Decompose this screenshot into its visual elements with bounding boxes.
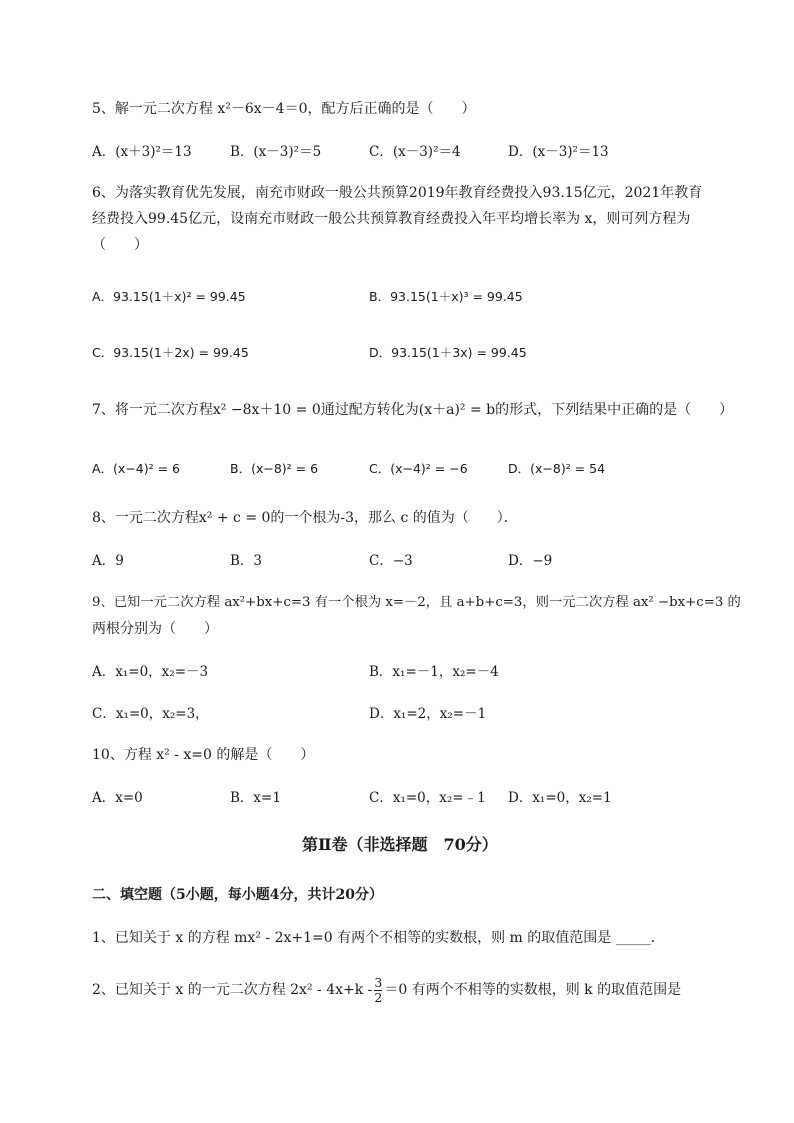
q5-option-c: C．(x－3)²＝4 <box>369 144 461 160</box>
part-2-heading: 第Ⅱ卷（非选择题 70分） <box>302 835 498 854</box>
fraction-denominator: 2 <box>374 989 383 1005</box>
fill-question-1: 1、已知关于 x 的方程 mx² - 2x+1=0 有两个不相等的实数根，则 m 的取值范围是 _____． <box>92 930 665 946</box>
q7-option-d: D．(x−8)² = 54 <box>508 461 606 476</box>
question-9-line-1: 9、已知一元二次方程 ax²+bx+c=3 有一个根为 x=－2，且 a+b+c=3，则一元二次方程 ax² −bx+c=3 的 <box>92 595 741 610</box>
q8-option-b: B．3 <box>230 553 263 569</box>
fill-question-2-before: 2、已知关于 x 的一元二次方程 2x² - 4x+k - <box>92 982 373 998</box>
question-6-line-2: 经费投入99.45亿元，设南充市财政一般公共预算教育经费投入年平均增长率为 x，则可列方程为 <box>92 211 691 227</box>
q8-option-c: C．−3 <box>369 553 413 569</box>
fraction-numerator: 3 <box>374 974 383 990</box>
q9-option-d: D．x₁=2，x₂=－1 <box>369 706 487 722</box>
q7-option-c: C．(x−4)² = −6 <box>369 461 468 476</box>
q5-option-b: B．(x－3)²＝5 <box>230 144 322 160</box>
question-8-stem: 8、一元二次方程x² + c = 0的一个根为-3，那么 c 的值为（ ）． <box>92 510 518 526</box>
fill-question-2-after: ＝0 有两个不相等的实数根，则 k 的取值范围是 <box>384 982 682 998</box>
q8-option-d: D．−9 <box>508 553 553 569</box>
question-10-stem: 10、方程 x² - x=0 的解是（ ） <box>92 747 315 763</box>
q10-option-c: C．x₁=0，x₂=﹣1 <box>369 790 486 806</box>
q6-option-d: D．93.15(1＋3x) = 99.45 <box>369 345 527 360</box>
q7-option-a: A．(x−4)² = 6 <box>92 461 181 476</box>
q6-option-c: C．93.15(1＋2x) = 99.45 <box>92 345 249 360</box>
q8-option-a: A．9 <box>92 553 124 569</box>
q5-option-a: A．(x＋3)²＝13 <box>92 144 192 160</box>
q10-option-d: D．x₁=0，x₂=1 <box>508 790 612 806</box>
question-5-stem: 5、解一元二次方程 x²－6x－4＝0，配方后正确的是（ ） <box>92 101 476 117</box>
q10-option-a: A．x=0 <box>92 790 143 806</box>
question-9-line-2: 两根分别为（ ） <box>92 621 218 637</box>
q5-option-d: D．(x－3)²＝13 <box>508 144 609 160</box>
fraction-three-halves <box>374 976 382 1005</box>
q6-option-a: A．93.15(1＋x)² = 99.45 <box>92 289 246 304</box>
fill-question-2 <box>92 975 681 1005</box>
question-6-line-3: （ ） <box>92 237 148 253</box>
q7-option-b: B．(x−8)² = 6 <box>230 461 319 476</box>
q6-option-b: B．93.15(1＋x)³ = 99.45 <box>369 289 523 304</box>
q9-option-a: A．x₁=0，x₂=－3 <box>92 664 209 680</box>
section-2-heading: 二、填空题（5小题，每小题4分，共计20分） <box>92 887 383 903</box>
q9-option-b: B．x₁=－1，x₂=－4 <box>369 664 499 680</box>
question-7-stem: 7、将一元二次方程x² −8x＋10 = 0通过配方转化为(x＋a)² = b的形式，下列结果中正确的是（ ） <box>92 402 734 418</box>
q10-option-b: B．x=1 <box>230 790 281 806</box>
q9-option-c: C．x₁=0，x₂=3， <box>92 706 209 722</box>
question-6-line-1: 6、为落实教育优先发展，南充市财政一般公共预算2019年教育经费投入93.15亿元，2021年教育 <box>92 185 703 201</box>
